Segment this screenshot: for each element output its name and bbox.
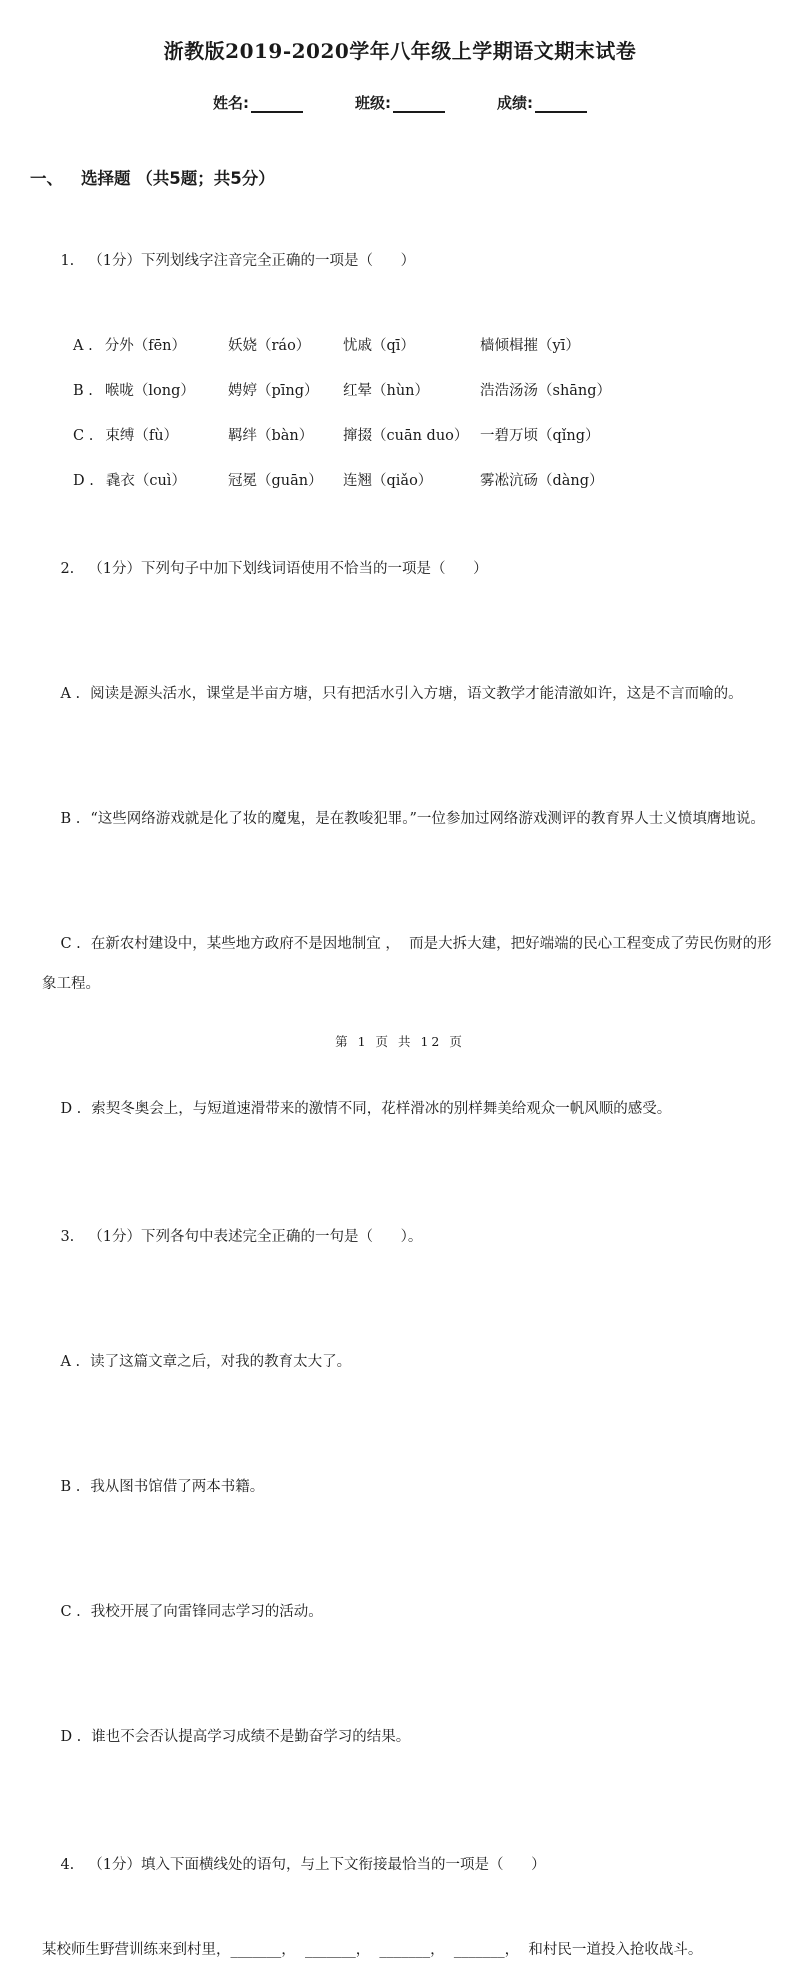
pinyin-item: 红晕（hùn） (343, 383, 430, 399)
option-text: 读了这篇文章之后，对我的教育太大了。 (90, 1354, 352, 1370)
pinyin-item: 一碧万顷（qǐng） (480, 428, 600, 444)
page-footer: 第 1 页 共 12 页 (335, 1034, 465, 1049)
question-text: （1分）下列各句中表述完全正确的一句是（ ）。 (88, 1229, 423, 1245)
class-blank-line (393, 96, 445, 113)
option-label: C . (60, 1604, 81, 1620)
option-label: C . (73, 428, 94, 444)
section-number: 一、 (30, 169, 63, 188)
option-d (42, 1049, 772, 1169)
name-field (213, 92, 303, 113)
question-1-options (73, 326, 772, 501)
option-row-d (73, 461, 772, 501)
section-heading (30, 165, 772, 193)
option-row-b (73, 371, 772, 411)
option-label: C . (60, 936, 81, 952)
class-field-label: 班级: (355, 94, 391, 112)
question-2-stem (42, 509, 772, 629)
option-text: “这些网络游戏就是化了妆的魔鬼，是在教唆犯罪。”一位参加过网络游戏测评的教育界人士义愤填膺地说。 (90, 811, 765, 827)
pinyin-item: 樯倾楫摧（yī） (480, 338, 580, 354)
name-field-label: 姓名: (213, 94, 249, 112)
option-b (42, 759, 772, 879)
option-cell (73, 416, 228, 456)
question-4-passage: 某校师生野营训练来到村里，_______， _______， _______， _______， 和村民一道投入抢收战斗。 (42, 1942, 703, 1958)
option-row-a (73, 326, 772, 366)
pinyin-item: 雾凇沆砀（dàng） (480, 473, 604, 489)
option-label: A . (73, 338, 93, 354)
question-3-stem (42, 1177, 772, 1297)
option-label: B . (60, 811, 81, 827)
option-label: A . (60, 686, 81, 702)
option-cell (73, 326, 228, 366)
question-1-stem (42, 201, 772, 321)
class-field (355, 92, 445, 113)
option-b (42, 1427, 772, 1547)
pinyin-item: 分外（fēn） (104, 338, 186, 354)
option-text: 我从图书馆借了两本书籍。 (90, 1479, 265, 1495)
option-label: B . (73, 383, 93, 399)
section-title: 选择题 （共5题；共5分） (81, 169, 275, 188)
option-label: D . (60, 1729, 82, 1745)
pinyin-item: 喉咙（long） (104, 383, 195, 399)
option-a (42, 634, 772, 754)
option-c (42, 1552, 772, 1672)
question-number: 2. (60, 561, 75, 577)
option-d (42, 1677, 772, 1797)
pinyin-item: 毳衣（cuì） (105, 473, 186, 489)
option-text: 谁也不会否认提高学习成绩不是勤奋学习的结果。 (91, 1729, 411, 1745)
option-text: 我校开展了向雷锋同志学习的活动。 (90, 1604, 323, 1620)
pinyin-item: 羁绊（bàn） (228, 428, 314, 444)
question-number: 1. (60, 253, 75, 269)
student-info-row (0, 92, 800, 113)
score-blank-line (535, 96, 587, 113)
pinyin-item: 连翘（qiǎo） (343, 473, 433, 489)
question-number: 3. (60, 1229, 75, 1245)
pinyin-item: 妖娆（ráo） (228, 338, 311, 354)
option-label: A . (60, 1354, 81, 1370)
score-field (497, 92, 587, 113)
option-a (42, 1302, 772, 1422)
option-text: 阅读是源头活水，课堂是半亩方塘，只有把活水引入方塘，语文教学才能清澈如许，这是不言而喻的。 (90, 686, 743, 702)
name-blank-line (251, 96, 303, 113)
question-text: （1分）下列句子中加下划线词语使用不恰当的一项是（ ） (88, 561, 488, 577)
pinyin-item: 冠冕（guān） (228, 473, 323, 489)
option-row-c (73, 416, 772, 456)
option-label: D . (73, 473, 94, 489)
pinyin-item: 撺掇（cuān duo） (343, 428, 469, 444)
pinyin-item: 忧戚（qī） (343, 338, 415, 354)
question-4-stem (42, 1805, 772, 1925)
option-text: 索契冬奥会上，与短道速滑带来的激情不同，花样滑冰的别样舞美给观众一帆风顺的感受。 (91, 1101, 672, 1117)
pinyin-item: 娉婷（pīng） (228, 383, 319, 399)
option-cell (73, 371, 228, 411)
option-text: 在新农村建设中，某些地方政府不是因地制宜 ， 而是大拆大建，把好端端的民心工程变成了劳民伤财的形象工程。 (42, 936, 772, 992)
option-label: D . (60, 1101, 82, 1117)
pinyin-item: 浩浩汤汤（shāng） (480, 383, 612, 399)
question-number: 4. (60, 1857, 75, 1873)
exam-title: 浙教版2019-2020学年八年级上学期语文期末试卷 (163, 39, 637, 63)
pinyin-item: 束缚（fù） (105, 428, 179, 444)
option-cell (73, 461, 228, 501)
question-text: （1分）下列划线字注音完全正确的一项是（ ） (88, 253, 416, 269)
question-text: （1分）填入下面横线处的语句，与上下文衔接最恰当的一项是（ ） (88, 1857, 546, 1873)
option-c (42, 884, 772, 1044)
option-label: B . (60, 1479, 81, 1495)
score-field-label: 成绩: (497, 94, 533, 112)
